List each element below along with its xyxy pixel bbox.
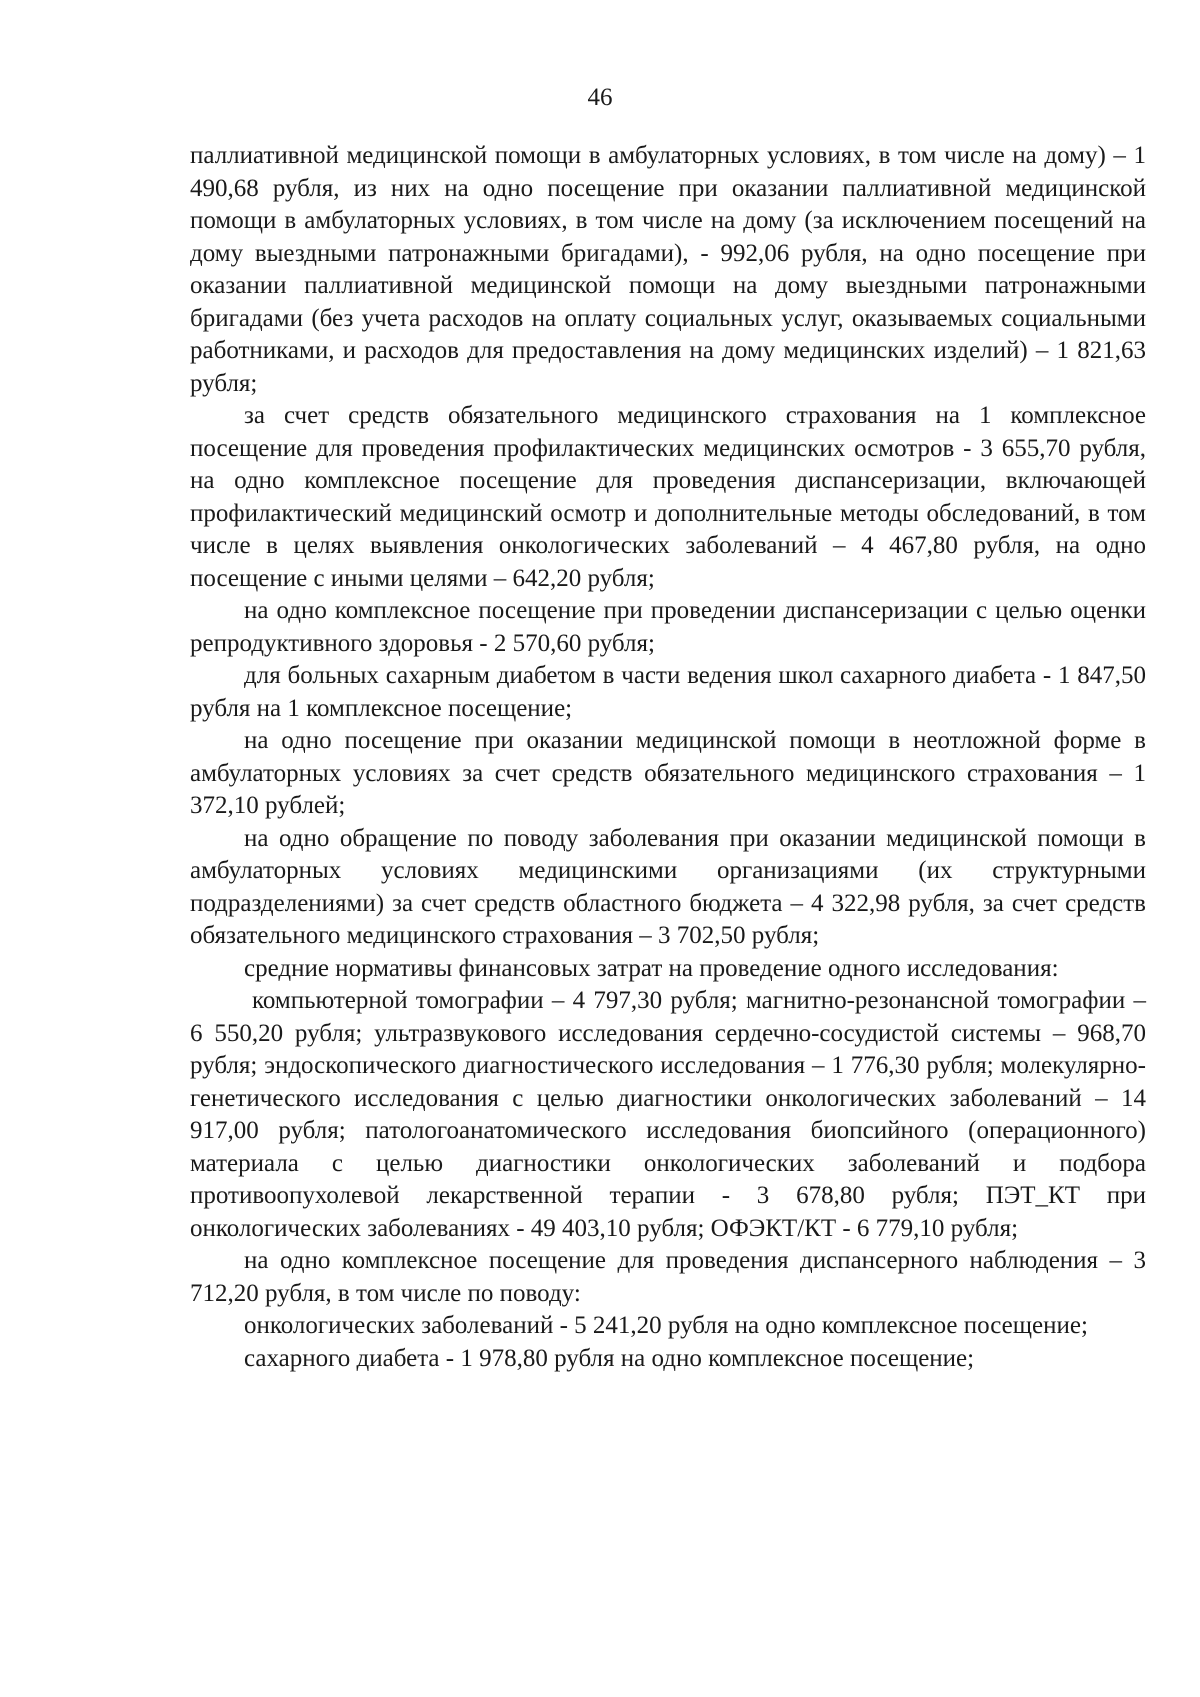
paragraph: на одно комплексное посещение при проведении диспансеризации с целью оценки репродуктивного здоровья - 2 570,60 рубля; (190, 597, 1146, 657)
paragraph: паллиативной медицинской помощи в амбулаторных условиях, в том числе на дому) – 1 490,68 рубля, из них на одно посещение при оказании паллиативной медицинской помощи в амбулаторных условиях, в том числе на дому (за исключением посещений на дому выездными патронажными бригадами), - 992,06 рубля, на одно посещение при оказании паллиативной медицинской помощи на дому выездными патронажными бригадами (без учета расходов на оплату социальных услуг, оказываемых социальными работниками, и расходов для предоставления на дому медицинских изделий) – 1 821,63 рубля; (190, 142, 1146, 397)
paragraph: за счет средств обязательного медицинского страхования на 1 комплексное посещение для проведения профилактических медицинских осмотров - 3 655,70 рубля, на одно комплексное посещение для проведения диспансеризации, включающей профилактический медицинский осмотр и дополнительные методы обследований, в том числе в целях выявления онкологических заболеваний – 4 467,80 рубля, на одно посещение с иными целями – 642,20 рубля; (190, 402, 1146, 592)
paragraph: на одно посещение при оказании медицинской помощи в неотложной форме в амбулаторных условиях за счет средств обязательного медицинского страхования – 1 372,10 рублей; (190, 727, 1146, 819)
paragraph: на одно обращение по поводу заболевания при оказании медицинской помощи в амбулаторных условиях медицинскими организациями (их структурными подразделениями) за счет средств областного бюджета – 4 322,98 рубля, за счет средств обязательного медицинского страхования – 3 702,50 рубля; (190, 824, 1146, 949)
paragraph: компьютерной томографии – 4 797,30 рубля; магнитно-резонансной томографии – 6 550,20 рубля; ультразвукового исследования сердечно-сосудистой системы – 968,70 рубля; эндоскопического диагностического исследования – 1 776,30 рубля; молекулярно-генетического исследования с целью диагностики онкологических заболеваний – 14 917,00 рубля; патологоанатомического исследования биопсийного (операционного) материала с целью диагностики онкологических заболеваний и подбора противоопухолевой лекарственной терапии - 3 678,80 рубля; ПЭТ_КТ при онкологических заболеваниях - 49 403,10 рубля; ОФЭКТ/КТ - 6 779,10 рубля; (190, 987, 1146, 1242)
paragraph: средние нормативы финансовых затрат на проведение одного исследования: (244, 954, 1059, 982)
page-number: 46 (587, 84, 613, 111)
paragraph: онкологических заболеваний - 5 241,20 рубля на одно комплексное посещение; (244, 1312, 1088, 1339)
paragraph: сахарного диабета - 1 978,80 рубля на одно комплексное посещение; (244, 1344, 975, 1372)
document-body (190, 140, 1146, 1375)
paragraph: для больных сахарным диабетом в части ведения школ сахарного диабета - 1 847,50 рубля на 1 комплексное посещение; (190, 662, 1146, 722)
paragraph: на одно комплексное посещение для проведения диспансерного наблюдения – 3 712,20 рубля, в том числе по поводу: (190, 1247, 1146, 1307)
